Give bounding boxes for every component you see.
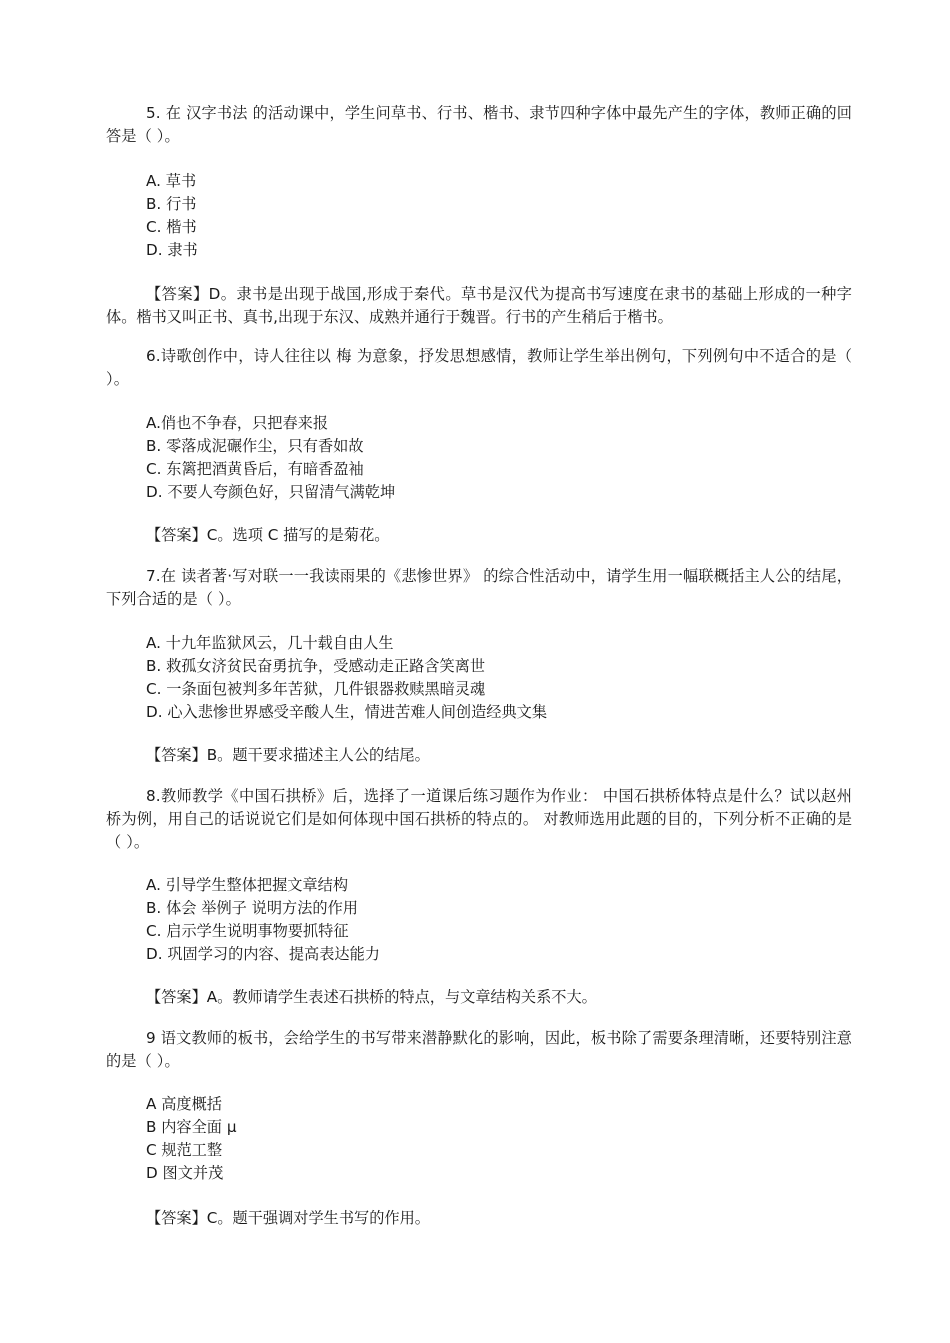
option-c: C. 东篱把酒黄昏后，有暗香盈袖	[146, 460, 364, 478]
question-5-options	[146, 170, 198, 262]
option-d: D 图文并茂	[146, 1164, 224, 1182]
question-9-options	[146, 1093, 237, 1185]
question-9-answer: 【答案】C。题干强调对学生书写的作用。	[146, 1209, 430, 1227]
option-d: D. 巩固学习的内容、提高表达能力	[146, 945, 380, 963]
option-b: B. 体会 举例子 说明方法的作用	[146, 899, 358, 917]
question-7-options	[146, 632, 547, 724]
option-b: B 内容全面 μ	[146, 1118, 237, 1136]
option-c: C 规范工整	[146, 1141, 223, 1159]
question-5-answer: 【答案】D。隶书是出现于战国,形成于秦代。草书是汉代为提高书写速度在隶书的基础上形成的一种字体。楷书又叫正书、真书,出现于东汉、成熟并通行于魏晋。行书的产生稍后于楷书。	[106, 285, 852, 326]
option-a: A. 引导学生整体把握文章结构	[146, 876, 349, 894]
option-c: C. 楷书	[146, 218, 197, 236]
option-c: C. 启示学生说明事物要抓特征	[146, 922, 349, 940]
question-8-answer: 【答案】A。教师请学生表述石拱桥的特点，与文章结构关系不大。	[146, 988, 597, 1006]
option-a: A.俏也不争春，只把春来报	[146, 414, 329, 432]
option-b: B. 救孤女济贫民奋勇抗争，受感动走正路含笑离世	[146, 657, 486, 675]
question-9-stem: 9 语文教师的板书，会给学生的书写带来潜静默化的影响，因此，板书除了需要条理清晰，还要特别注意的是（ ）。	[106, 1029, 852, 1070]
option-a: A. 十九年监狱风云，几十载自由人生	[146, 634, 394, 652]
question-8-stem: 8.教师教学《中国石拱桥》后，选择了一道课后练习题作为作业： 中国石拱桥体特点是什么？试以赵州桥为例，用自己的话说说它们是如何体现中国石拱桥的特点的。 对教师选用此题的目的，下列分析不正确的是（ ）。	[106, 787, 852, 851]
question-7-stem: 7.在 读者著·写对联一一我读雨果的《悲惨世界》 的综合性活动中，请学生用一幅联概括主人公的结尾，下列合适的是（ ）。	[106, 567, 852, 608]
option-b: B. 行书	[146, 195, 197, 213]
option-d: D. 心入悲惨世界感受辛酸人生，情进苦难人间创造经典文集	[146, 703, 548, 721]
option-d: D. 隶书	[146, 241, 198, 259]
question-7-answer: 【答案】B。题干要求描述主人公的结尾。	[146, 746, 430, 764]
option-a: A. 草书	[146, 172, 197, 190]
option-a: A 高度概括	[146, 1095, 222, 1113]
question-6-stem: 6.诗歌创作中，诗人往往以 梅 为意象，抒发思想感情，教师让学生举出例句，下列例句中不适合的是（ ）。	[106, 347, 852, 388]
question-6-options	[146, 412, 395, 504]
option-d: D. 不要人夸颜色好，只留清气满乾坤	[146, 483, 396, 501]
question-6-answer: 【答案】C。选项 C 描写的是菊花。	[146, 526, 390, 544]
option-c: C. 一条面包被判多年苦狱，几件银器救赎黑暗灵魂	[146, 680, 486, 698]
option-b: B. 零落成泥碾作尘，只有香如故	[146, 437, 364, 455]
question-8-options	[146, 874, 380, 966]
question-5-stem: 5. 在 汉字书法 的活动课中，学生问草书、行书、楷书、隶节四种字体中最先产生的字体，教师正确的回答是（ ）。	[106, 104, 852, 145]
